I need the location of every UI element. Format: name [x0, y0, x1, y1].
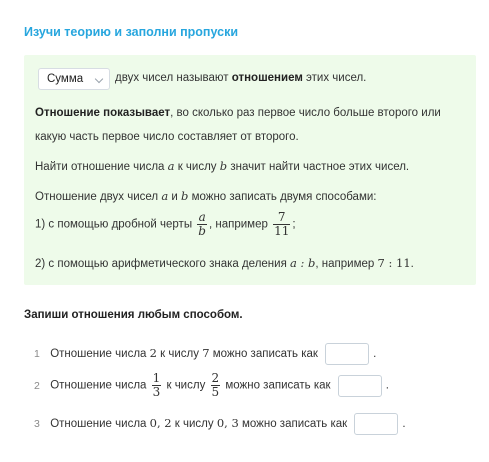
fraction-7-11: $\frac{7}{11}$	[274, 210, 290, 238]
page-title: Изучи теорию и заполни пропуски	[24, 25, 239, 39]
theory-panel	[24, 55, 476, 285]
answer-input-3[interactable]	[354, 413, 398, 435]
theory-line-7: 2) с помощью арифметического знака деления a : b, например 7 : 11.	[35, 256, 414, 270]
fraction-1-3: $\frac{1}{3}$	[152, 371, 161, 399]
tasks-heading: Запиши отношения любым способом.	[24, 309, 243, 321]
theory-line-5: Отношение двух чисел a и b можно записать двумя способами:	[35, 189, 377, 203]
theory-line-4: Найти отношение числа a к числу b значит найти частное этих чисел.	[35, 159, 410, 173]
fraction-a-b: $\frac{a}{b}$	[198, 210, 206, 238]
theory-line-2: Отношение показывает, во сколько раз первое число больше второго или	[35, 107, 441, 119]
theory-line-3: какую часть первое число составляет от второго.	[35, 131, 299, 143]
term-select-value: Сумма	[47, 73, 84, 85]
theory-line-1: двух чисел называют отношением этих чисел.	[115, 72, 367, 84]
fraction-2-5: $\frac{2}{5}$	[211, 371, 220, 399]
chevron-down-icon	[95, 75, 103, 83]
answer-input-2[interactable]	[338, 375, 382, 397]
theory-line-6: 1) с помощью дробной черты $\frac{a}{b}$ , например $\frac{7}{11}$ ;	[35, 210, 296, 238]
task-item: 3 Отношение числа 0, 2 к числу 0, 3 можно записать как .	[34, 413, 406, 435]
task-item: 2 Отношение числа $\frac{1}{3}$ к числу $\frac{2}{5}$ можно записать как .	[34, 371, 389, 399]
task-item: 1 Отношение числа 2 к числу 7 можно записать как .	[34, 343, 376, 365]
answer-input-1[interactable]	[325, 343, 369, 365]
term-select[interactable]	[38, 68, 110, 90]
